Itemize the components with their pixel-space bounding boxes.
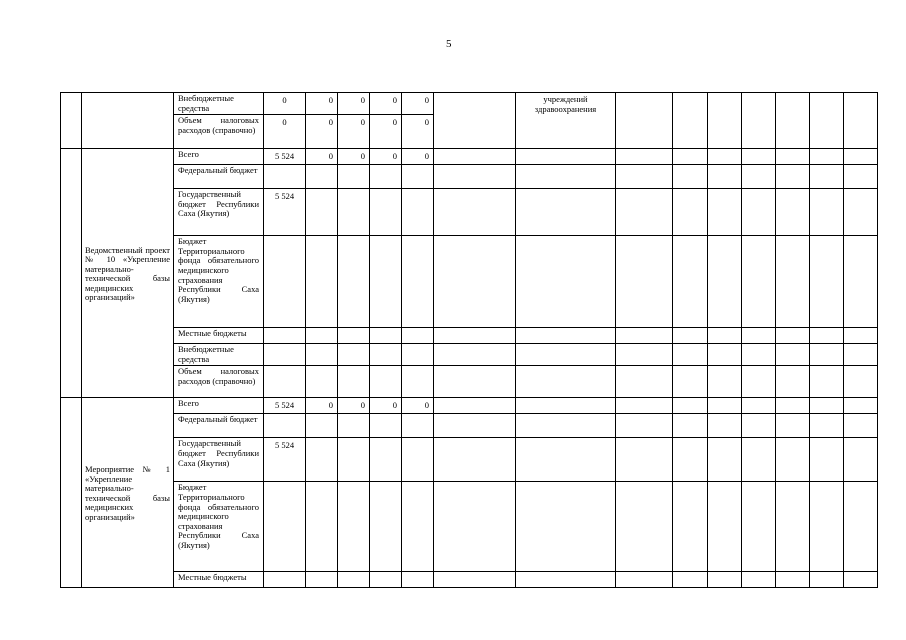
year-value-cell — [306, 344, 338, 366]
empty-cell — [616, 482, 673, 572]
funding-source-cell — [174, 236, 264, 328]
empty-cell — [844, 165, 878, 189]
empty-cell — [516, 482, 616, 572]
empty-cell — [708, 438, 742, 482]
empty-cell — [434, 572, 516, 588]
empty-cell — [844, 328, 878, 344]
total-value-cell: 0 — [264, 115, 306, 149]
total-value-cell: 5 524 — [264, 398, 306, 414]
funding-source-cell — [174, 366, 264, 398]
empty-cell — [616, 572, 673, 588]
funding-source-cell — [174, 344, 264, 366]
empty-cell — [616, 438, 673, 482]
funding-source-label: Всего — [178, 149, 199, 160]
row-number-cell — [61, 93, 82, 149]
empty-cell — [844, 236, 878, 328]
empty-cell — [810, 149, 844, 165]
year-value-cell — [370, 438, 402, 482]
empty-cell — [776, 189, 810, 236]
table-row — [61, 344, 878, 366]
empty-cell — [776, 328, 810, 344]
empty-cell — [742, 414, 776, 438]
funding-source-cell — [174, 398, 264, 414]
year-value-cell — [402, 572, 434, 588]
funding-source-label: Объем налоговых расходов (справочно) — [178, 366, 259, 386]
empty-cell — [616, 149, 673, 165]
funding-source-cell — [174, 93, 264, 115]
year-value-cell — [402, 236, 434, 328]
empty-cell — [434, 149, 516, 165]
empty-cell — [844, 366, 878, 398]
empty-cell — [616, 366, 673, 398]
funding-source-label: Внебюджетные средства — [178, 344, 234, 364]
table-row — [61, 236, 878, 328]
empty-cell — [673, 236, 708, 328]
empty-cell — [810, 328, 844, 344]
empty-cell — [844, 149, 878, 165]
year-value-cell — [306, 482, 338, 572]
empty-cell — [516, 165, 616, 189]
empty-cell — [516, 344, 616, 366]
year-value-cell — [338, 572, 370, 588]
empty-cell — [776, 93, 810, 149]
year-value-cell: 0 — [370, 115, 402, 149]
total-value-cell — [264, 344, 306, 366]
funding-source-label: Федеральный бюджет — [178, 165, 258, 176]
year-value-cell — [306, 165, 338, 189]
year-value-cell: 0 — [402, 93, 434, 115]
empty-cell — [810, 93, 844, 149]
year-value-cell — [402, 414, 434, 438]
funding-source-cell — [174, 482, 264, 572]
empty-cell — [742, 438, 776, 482]
empty-cell — [434, 328, 516, 344]
empty-cell — [776, 366, 810, 398]
name-cell — [82, 93, 174, 149]
year-value-cell: 0 — [306, 93, 338, 115]
empty-cell — [742, 236, 776, 328]
empty-cell — [673, 344, 708, 366]
table-row — [61, 366, 878, 398]
empty-cell — [844, 344, 878, 366]
empty-cell — [810, 572, 844, 588]
year-value-cell: 0 — [338, 149, 370, 165]
year-value-cell — [306, 438, 338, 482]
empty-cell — [844, 414, 878, 438]
row-number-cell — [61, 149, 82, 398]
year-value-cell — [338, 482, 370, 572]
empty-cell — [810, 236, 844, 328]
year-value-cell — [338, 189, 370, 236]
empty-cell — [516, 328, 616, 344]
year-value-cell: 0 — [370, 149, 402, 165]
year-value-cell — [306, 236, 338, 328]
empty-cell — [742, 366, 776, 398]
year-value-cell — [306, 328, 338, 344]
empty-cell — [742, 398, 776, 414]
year-value-cell — [306, 572, 338, 588]
year-value-cell — [402, 366, 434, 398]
table-row — [61, 438, 878, 482]
funding-source-label: Всего — [178, 398, 199, 409]
table-row — [61, 398, 878, 414]
year-value-cell — [370, 236, 402, 328]
empty-cell — [742, 572, 776, 588]
empty-cell — [810, 165, 844, 189]
year-value-cell — [402, 328, 434, 344]
empty-cell — [776, 344, 810, 366]
empty-cell — [434, 93, 516, 149]
budget-table — [60, 92, 878, 588]
empty-cell — [742, 165, 776, 189]
total-value-cell: 5 524 — [264, 149, 306, 165]
year-value-cell — [306, 366, 338, 398]
funding-source-label: Государственный бюджет Республики Саха (Якутия) — [178, 189, 259, 219]
funding-source-cell — [174, 438, 264, 482]
year-value-cell — [338, 236, 370, 328]
empty-cell — [708, 344, 742, 366]
empty-cell — [516, 149, 616, 165]
empty-cell — [708, 572, 742, 588]
empty-cell — [776, 236, 810, 328]
empty-cell — [742, 328, 776, 344]
empty-cell — [616, 93, 673, 149]
empty-cell — [742, 93, 776, 149]
year-value-cell: 0 — [370, 93, 402, 115]
empty-cell — [434, 236, 516, 328]
table-row — [61, 149, 878, 165]
funding-source-cell — [174, 414, 264, 438]
project-name-cell: Ведомственный проект № 10 «Укрепление материально-технической базы медицинских организаций» — [82, 149, 174, 398]
empty-cell — [516, 366, 616, 398]
year-value-cell: 0 — [402, 149, 434, 165]
table-row — [61, 328, 878, 344]
empty-cell — [616, 414, 673, 438]
funding-source-cell — [174, 149, 264, 165]
year-value-cell — [402, 165, 434, 189]
empty-cell — [708, 236, 742, 328]
empty-cell — [810, 414, 844, 438]
year-value-cell — [338, 438, 370, 482]
year-value-cell — [306, 414, 338, 438]
page-number: 5 — [446, 38, 452, 50]
funding-source-label: Внебюджетные средства — [178, 93, 234, 113]
empty-cell — [844, 398, 878, 414]
empty-cell — [516, 438, 616, 482]
funding-source-label: Государственный бюджет Республики Саха (Якутия) — [178, 438, 259, 468]
year-value-cell — [370, 189, 402, 236]
year-value-cell — [370, 482, 402, 572]
empty-cell — [708, 93, 742, 149]
total-value-cell — [264, 165, 306, 189]
empty-cell — [776, 165, 810, 189]
table-row — [61, 482, 878, 572]
empty-cell — [776, 149, 810, 165]
empty-cell — [616, 328, 673, 344]
indicator-cell: учреждений здравоохранения — [516, 93, 616, 149]
table-row — [61, 414, 878, 438]
year-value-cell — [338, 414, 370, 438]
empty-cell — [742, 189, 776, 236]
empty-cell — [673, 366, 708, 398]
year-value-cell — [370, 572, 402, 588]
total-value-cell: 5 524 — [264, 189, 306, 236]
empty-cell — [673, 149, 708, 165]
total-value-cell — [264, 328, 306, 344]
year-value-cell — [370, 328, 402, 344]
year-value-cell — [370, 344, 402, 366]
total-value-cell — [264, 236, 306, 328]
empty-cell — [742, 344, 776, 366]
empty-cell — [434, 438, 516, 482]
table-row — [61, 93, 878, 115]
empty-cell — [673, 165, 708, 189]
total-value-cell — [264, 482, 306, 572]
empty-cell — [673, 93, 708, 149]
empty-cell — [844, 93, 878, 149]
funding-source-label: Местные бюджеты — [178, 572, 247, 583]
empty-cell — [810, 189, 844, 236]
total-value-cell — [264, 366, 306, 398]
empty-cell — [776, 482, 810, 572]
empty-cell — [810, 438, 844, 482]
funding-source-label: Объем налоговых расходов (справочно) — [178, 115, 259, 135]
empty-cell — [742, 482, 776, 572]
empty-cell — [516, 572, 616, 588]
empty-cell — [516, 189, 616, 236]
empty-cell — [708, 482, 742, 572]
year-value-cell: 0 — [338, 398, 370, 414]
empty-cell — [844, 572, 878, 588]
empty-cell — [810, 398, 844, 414]
funding-source-label: Местные бюджеты — [178, 328, 247, 339]
total-value-cell: 0 — [264, 93, 306, 115]
empty-cell — [616, 189, 673, 236]
project-name-cell: Мероприятие № 1 «Укрепление материально-технической базы медицинских организаций» — [82, 398, 174, 588]
funding-source-cell — [174, 572, 264, 588]
empty-cell — [673, 482, 708, 572]
empty-cell — [673, 414, 708, 438]
empty-cell — [616, 344, 673, 366]
empty-cell — [516, 398, 616, 414]
empty-cell — [616, 236, 673, 328]
empty-cell — [708, 414, 742, 438]
empty-cell — [776, 572, 810, 588]
year-value-cell — [306, 189, 338, 236]
empty-cell — [673, 438, 708, 482]
year-value-cell — [338, 165, 370, 189]
funding-source-cell — [174, 189, 264, 236]
empty-cell — [434, 189, 516, 236]
empty-cell — [708, 328, 742, 344]
empty-cell — [776, 438, 810, 482]
empty-cell — [434, 482, 516, 572]
empty-cell — [434, 414, 516, 438]
empty-cell — [673, 572, 708, 588]
total-value-cell: 5 524 — [264, 438, 306, 482]
year-value-cell — [402, 438, 434, 482]
funding-source-label: Федеральный бюджет — [178, 414, 258, 425]
empty-cell — [616, 165, 673, 189]
empty-cell — [844, 482, 878, 572]
empty-cell — [844, 189, 878, 236]
empty-cell — [810, 366, 844, 398]
year-value-cell — [338, 344, 370, 366]
year-value-cell — [370, 414, 402, 438]
year-value-cell — [370, 165, 402, 189]
table-row — [61, 189, 878, 236]
funding-source-cell — [174, 328, 264, 344]
empty-cell — [708, 189, 742, 236]
empty-cell — [708, 398, 742, 414]
year-value-cell — [402, 482, 434, 572]
empty-cell — [776, 414, 810, 438]
empty-cell — [434, 344, 516, 366]
year-value-cell — [370, 366, 402, 398]
empty-cell — [708, 366, 742, 398]
year-value-cell: 0 — [338, 93, 370, 115]
empty-cell — [616, 398, 673, 414]
table-row — [61, 165, 878, 189]
empty-cell — [673, 189, 708, 236]
row-number-cell — [61, 398, 82, 588]
empty-cell — [708, 149, 742, 165]
empty-cell — [810, 482, 844, 572]
year-value-cell: 0 — [306, 115, 338, 149]
empty-cell — [810, 344, 844, 366]
year-value-cell — [338, 328, 370, 344]
year-value-cell: 0 — [402, 398, 434, 414]
total-value-cell — [264, 414, 306, 438]
empty-cell — [434, 398, 516, 414]
empty-cell — [516, 414, 616, 438]
year-value-cell: 0 — [306, 149, 338, 165]
year-value-cell — [338, 366, 370, 398]
empty-cell — [673, 398, 708, 414]
funding-source-cell — [174, 115, 264, 149]
funding-source-label: Бюджет Территориального фонда обязательного медицинского страхования Республики Саха (Якутия) — [178, 236, 259, 304]
year-value-cell — [402, 189, 434, 236]
year-value-cell: 0 — [370, 398, 402, 414]
empty-cell — [673, 328, 708, 344]
empty-cell — [776, 398, 810, 414]
empty-cell — [434, 165, 516, 189]
empty-cell — [708, 165, 742, 189]
empty-cell — [434, 366, 516, 398]
empty-cell — [516, 236, 616, 328]
year-value-cell — [402, 344, 434, 366]
empty-cell — [742, 149, 776, 165]
year-value-cell: 0 — [402, 115, 434, 149]
table-row — [61, 572, 878, 588]
empty-cell — [844, 438, 878, 482]
total-value-cell — [264, 572, 306, 588]
year-value-cell: 0 — [306, 398, 338, 414]
funding-source-cell — [174, 165, 264, 189]
funding-source-label: Бюджет Территориального фонда обязательного медицинского страхования Республики Саха (Якутия) — [178, 482, 259, 550]
year-value-cell: 0 — [338, 115, 370, 149]
table-body — [61, 93, 878, 588]
